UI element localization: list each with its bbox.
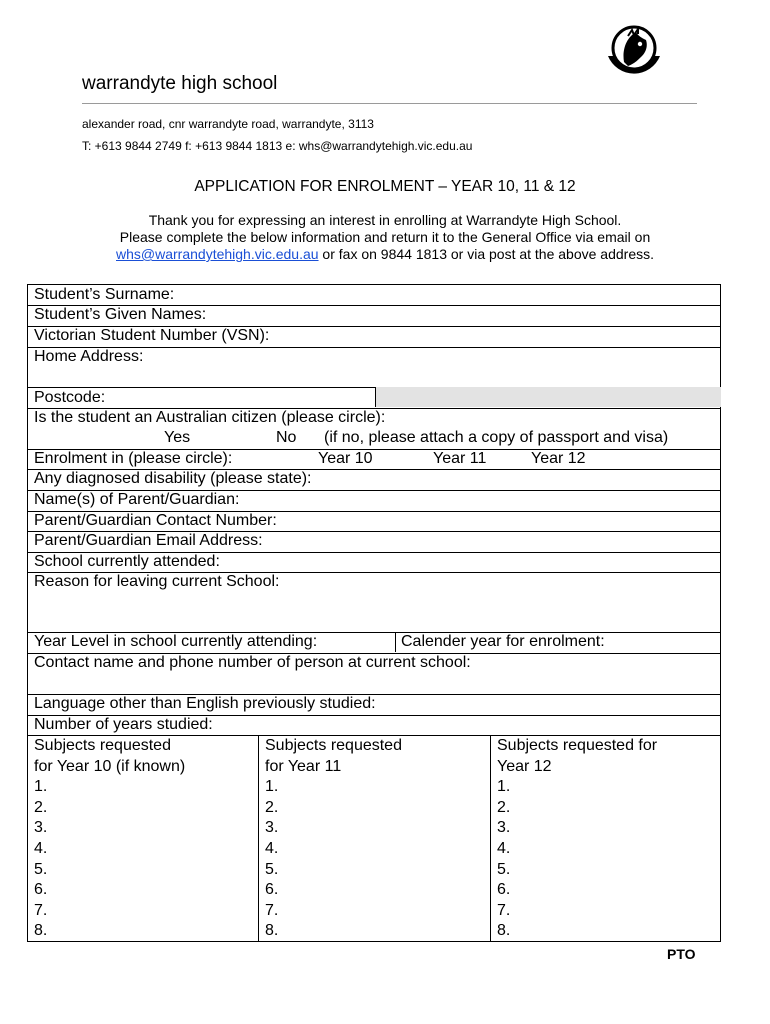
- subject-line: 7.: [265, 901, 279, 919]
- subject-line: 7.: [34, 901, 48, 919]
- column-divider: [395, 632, 396, 652]
- calendar-year-label: Calender year for enrolment:: [401, 633, 605, 650]
- parent-email-label: Parent/Guardian Email Address:: [34, 532, 263, 549]
- subject-line: 6.: [497, 881, 511, 899]
- home-address-label: Home Address:: [34, 348, 144, 365]
- subjects-header: Year 12: [497, 757, 552, 775]
- reason-leaving-label: Reason for leaving current School:: [34, 573, 280, 590]
- subjects-header: Subjects requested: [34, 737, 171, 754]
- years-studied-label: Number of years studied:: [34, 716, 213, 733]
- parent-phone-label: Parent/Guardian Contact Number:: [34, 512, 277, 529]
- disability-label: Any diagnosed disability (please state):: [34, 470, 312, 487]
- intro-line-1: Thank you for expressing an interest in enrolling at Warrandyte High School.: [148, 212, 622, 228]
- school-address: alexander road, cnr warrandyte road, warrandyte, 3113: [82, 117, 374, 131]
- intro-line-3: [0, 246, 770, 263]
- subject-line: 4.: [265, 839, 279, 857]
- enrolment-year12-option[interactable]: Year 12: [531, 450, 586, 467]
- subject-line: 1.: [265, 778, 279, 796]
- header-divider: [82, 103, 697, 104]
- citizen-no-option[interactable]: No: [276, 429, 297, 446]
- subject-line: 2.: [497, 798, 511, 816]
- subject-line: 2.: [34, 798, 48, 816]
- subject-line: 4.: [34, 839, 48, 857]
- email-link[interactable]: whs@warrandytehigh.vic.edu.au: [116, 246, 319, 262]
- postcode-shaded-cell: [375, 387, 721, 407]
- postcode-label: Postcode:: [34, 389, 106, 406]
- pto-label: PTO: [667, 946, 696, 962]
- subject-line: 8.: [497, 922, 511, 940]
- subject-line: 4.: [497, 839, 511, 857]
- school-contact: T: +613 9844 2749 f: +613 9844 1813 e: whs@warrandytehigh.vic.edu.au: [82, 139, 473, 153]
- citizen-question: Is the student an Australian citizen (please circle):: [34, 409, 386, 426]
- subject-line: 5.: [265, 860, 279, 878]
- subject-line: 8.: [265, 922, 279, 940]
- intro-line-2: Please complete the below information and return it to the General Office via email on: [119, 229, 651, 245]
- current-school-contact-label: Contact name and phone number of person at current school:: [34, 654, 471, 671]
- column-divider: [490, 735, 491, 942]
- subjects-header: Subjects requested: [265, 737, 402, 754]
- school-name: warrandyte high school: [82, 73, 278, 94]
- subjects-year12-column: [497, 736, 657, 942]
- year-level-label: Year Level in school currently attending:: [34, 633, 318, 650]
- subjects-header: for Year 10 (if known): [34, 757, 186, 775]
- subject-line: 8.: [34, 922, 48, 940]
- intro-text: [0, 212, 770, 263]
- enrolment-form: [27, 284, 721, 942]
- citizen-yes-option[interactable]: Yes: [164, 429, 191, 446]
- citizen-note: (if no, please attach a copy of passport and visa): [324, 429, 669, 446]
- subject-line: 6.: [34, 881, 48, 899]
- subjects-year10-column: [34, 736, 185, 942]
- subjects-header: Subjects requested for: [497, 737, 658, 754]
- subject-line: 6.: [265, 881, 279, 899]
- page-title: APPLICATION FOR ENROLMENT – YEAR 10, 11 & 12: [194, 178, 576, 195]
- subject-line: 2.: [265, 798, 279, 816]
- subject-line: 3.: [34, 819, 48, 837]
- language-label: Language other than English previously studied:: [34, 695, 376, 712]
- enrolment-year10-option[interactable]: Year 10: [318, 450, 373, 467]
- subject-line: 5.: [497, 860, 511, 878]
- current-school-label: School currently attended:: [34, 553, 220, 570]
- subjects-header: for Year 11: [265, 757, 342, 775]
- column-divider: [258, 735, 259, 942]
- subject-line: 3.: [265, 819, 279, 837]
- subject-line: 1.: [497, 778, 511, 796]
- subject-line: 1.: [34, 778, 48, 796]
- parent-names-label: Name(s) of Parent/Guardian:: [34, 491, 240, 508]
- subject-line: 3.: [497, 819, 511, 837]
- enrolment-label: Enrolment in (please circle):: [34, 450, 233, 467]
- school-logo-icon: [598, 18, 670, 90]
- vsn-label: Victorian Student Number (VSN):: [34, 327, 270, 344]
- subject-line: 7.: [497, 901, 511, 919]
- enrolment-year11-option[interactable]: Year 11: [433, 450, 487, 467]
- intro-line-3-rest: or fax on 9844 1813 or via post at the above address.: [318, 246, 654, 262]
- surname-label: Student’s Surname:: [34, 286, 175, 303]
- subjects-year11-column: [265, 736, 402, 942]
- subject-line: 5.: [34, 860, 48, 878]
- given-names-label: Student’s Given Names:: [34, 306, 207, 323]
